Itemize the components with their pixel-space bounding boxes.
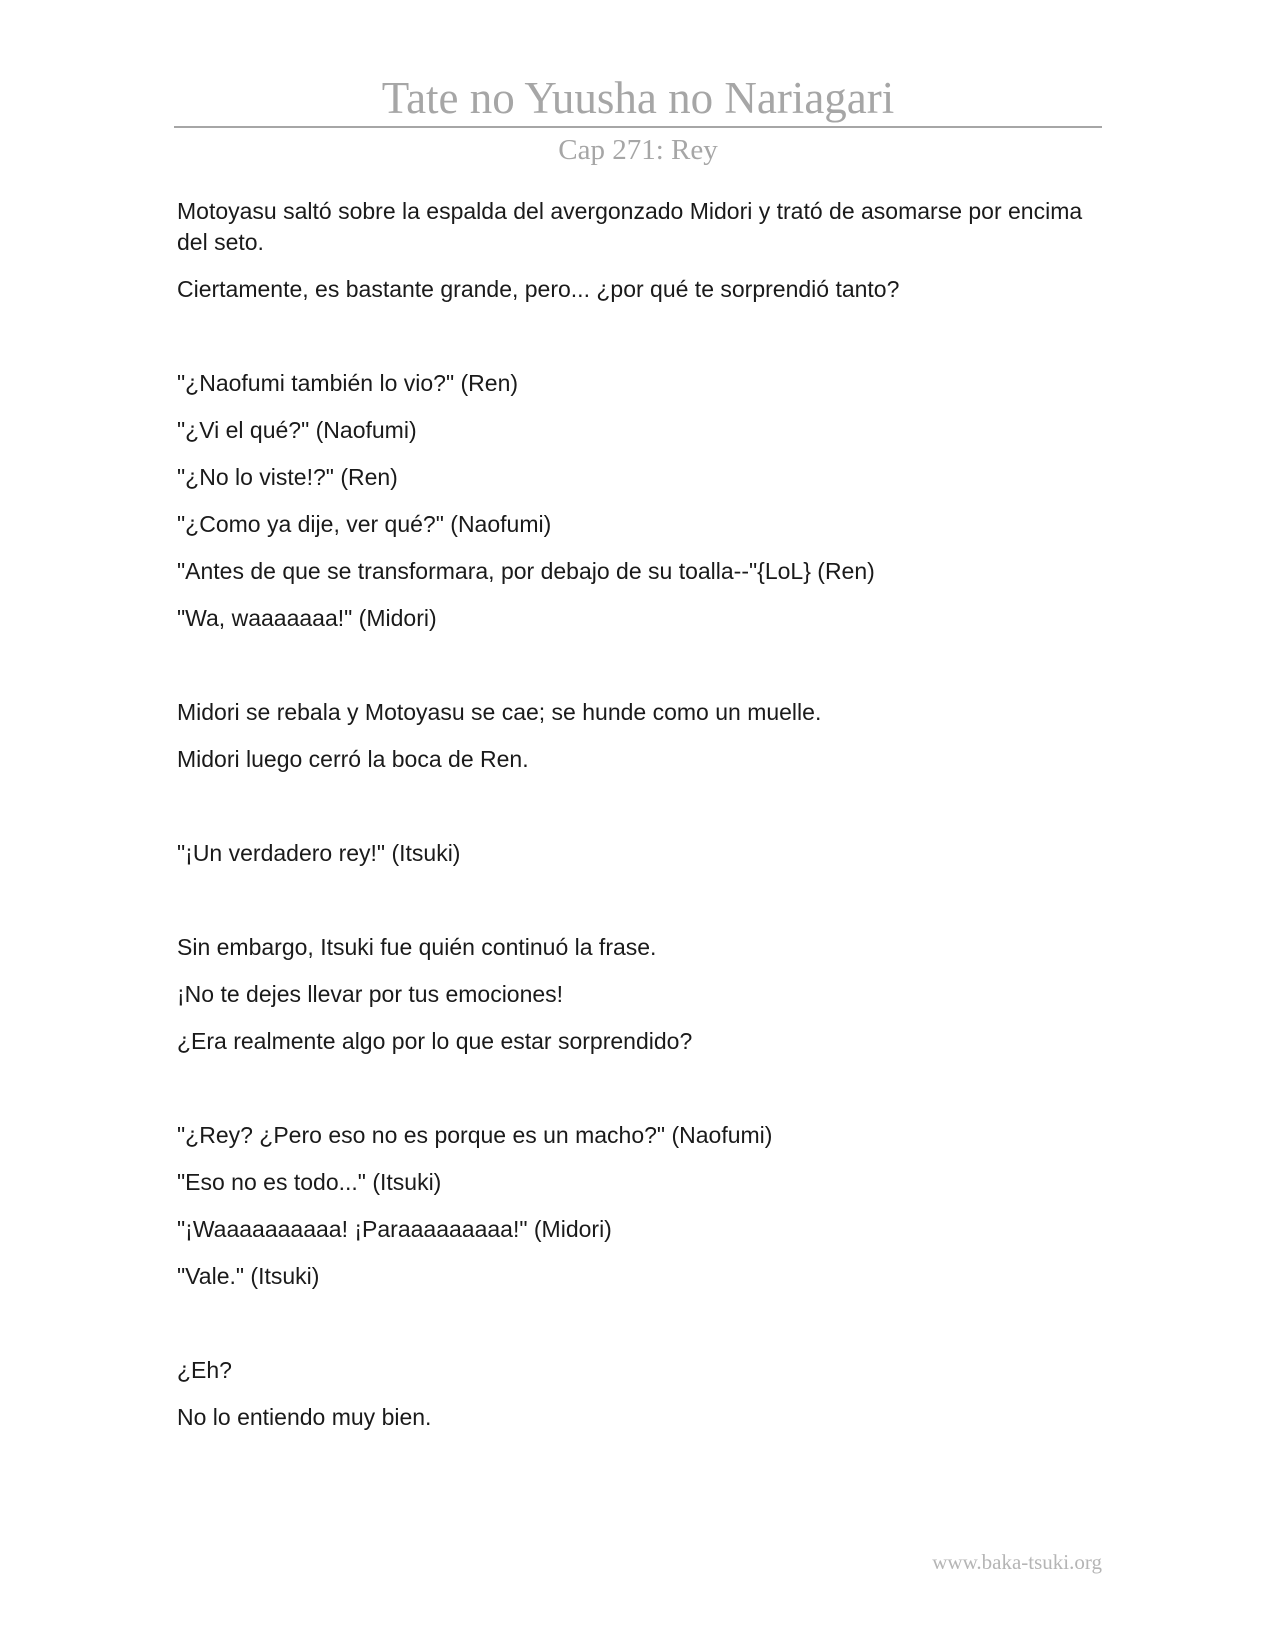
footer-url: www.baka-tsuki.org xyxy=(932,1550,1102,1574)
paragraph: Ciertamente, es bastante grande, pero... ¿por qué te sorprendió tanto? xyxy=(177,276,900,302)
paragraph: ¿Eh? xyxy=(177,1357,232,1383)
paragraph: Motoyasu saltó sobre la espalda del avergonzado Midori y trató de asomarse por encima del seto. xyxy=(177,198,1083,255)
paragraph: No lo entiendo muy bien. xyxy=(177,1404,432,1430)
section-spacer xyxy=(177,650,1102,697)
dialogue-line: "¿Vi el qué?" (Naofumi) xyxy=(177,417,417,443)
dialogue-line: "¿No lo viste!?" (Ren) xyxy=(177,464,398,490)
page-header xyxy=(174,72,1102,168)
paragraph: Midori se rebala y Motoyasu se cae; se hunde como un muelle. xyxy=(177,699,822,725)
dialogue-line: "¿Como ya dije, ver qué?" (Naofumi) xyxy=(177,511,552,537)
dialogue-line: "¿Rey? ¿Pero eso no es porque es un macho?" (Naofumi) xyxy=(177,1122,773,1148)
paragraph: Midori luego cerró la boca de Ren. xyxy=(177,746,529,772)
chapter-subtitle: Cap 271: Rey xyxy=(558,134,718,166)
section-spacer xyxy=(177,1308,1102,1355)
dialogue-line: "Vale." (Itsuki) xyxy=(177,1263,320,1289)
paragraph: Sin embargo, Itsuki fue quién continuó la frase. xyxy=(177,934,657,960)
dialogue-line: "¡Waaaaaaaaaa! ¡Paraaaaaaaaa!" (Midori) xyxy=(177,1216,612,1242)
dialogue-line: "Antes de que se transformara, por debajo de su toalla--"{LoL} (Ren) xyxy=(177,558,875,584)
document-body xyxy=(177,196,1102,1449)
section-spacer xyxy=(177,885,1102,932)
dialogue-line: "¡Un verdadero rey!" (Itsuki) xyxy=(177,840,461,866)
section-spacer xyxy=(177,321,1102,368)
section-spacer xyxy=(177,791,1102,838)
paragraph: ¡No te dejes llevar por tus emociones! xyxy=(177,981,564,1007)
dialogue-line: "Eso no es todo..." (Itsuki) xyxy=(177,1169,442,1195)
dialogue-line: "Wa, waaaaaaa!" (Midori) xyxy=(177,605,437,631)
document-title: Tate no Yuusha no Nariagari xyxy=(381,73,895,123)
title-divider xyxy=(174,126,1102,128)
paragraph: ¿Era realmente algo por lo que estar sorprendido? xyxy=(177,1028,693,1054)
section-spacer xyxy=(177,1073,1102,1120)
dialogue-line: "¿Naofumi también lo vio?" (Ren) xyxy=(177,370,519,396)
